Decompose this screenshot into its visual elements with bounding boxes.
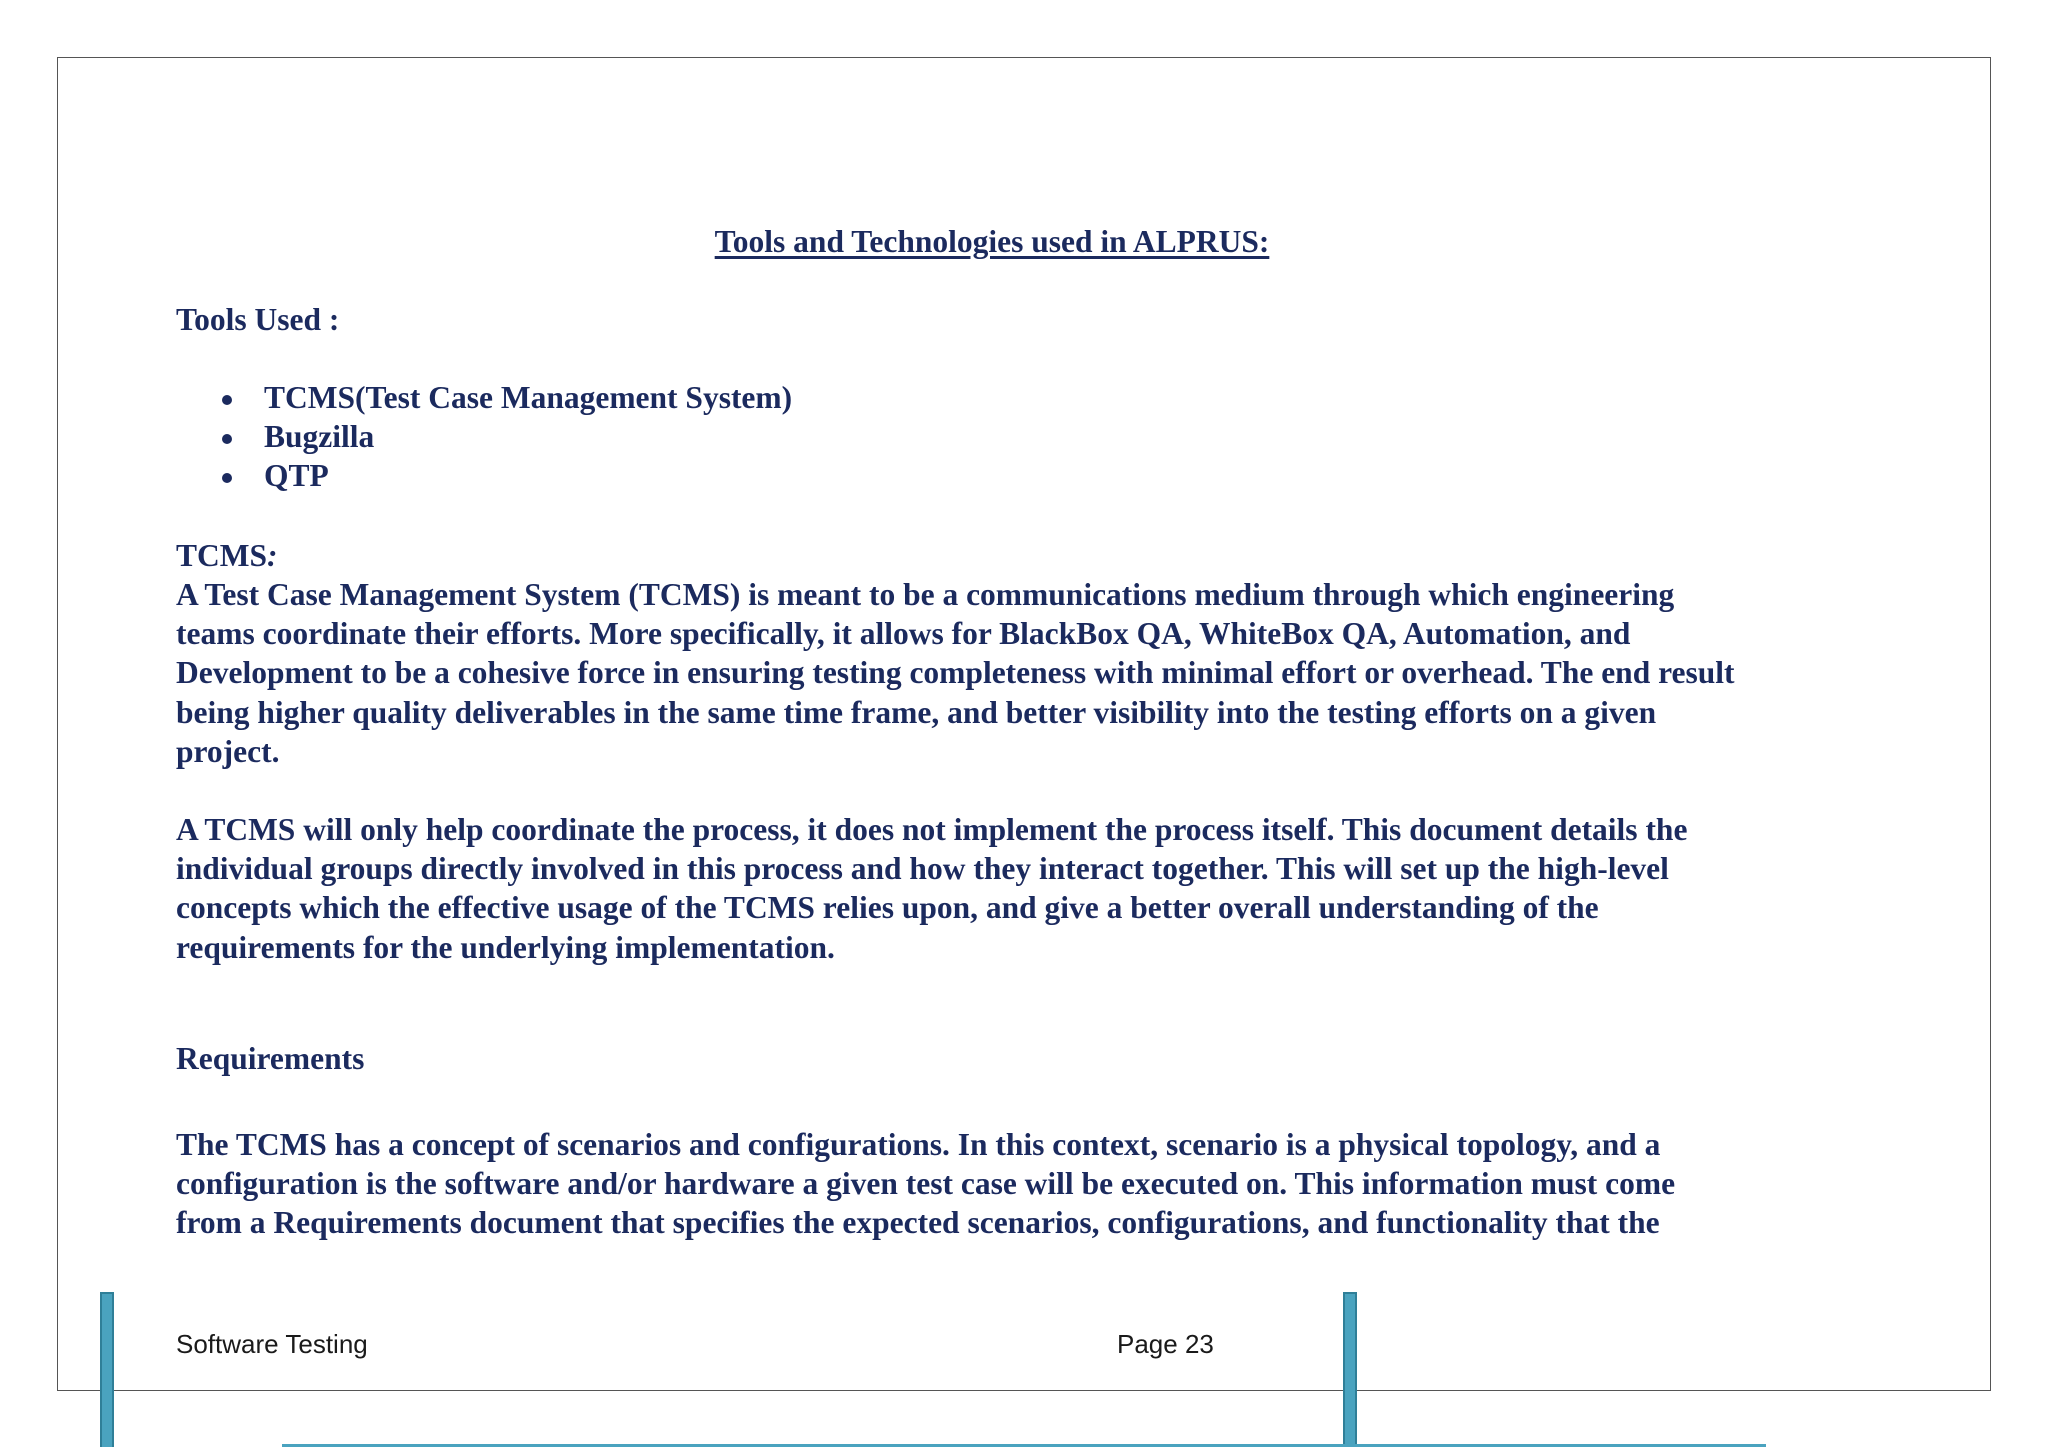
list-item: QTP — [176, 456, 792, 495]
footer-left-accent-bar — [100, 1292, 114, 1447]
tools-heading: Tools Used : — [176, 302, 340, 337]
list-item: TCMS(Test Case Management System) — [176, 378, 792, 417]
requirements-paragraph: The TCMS has a concept of scenarios and configurations. In this context, scenario is a physical topology, and a configuration is the software and/or hardware a given test case will be executed on. This information must come from a Requirements document that specifies the expected scenarios, configurations, and functionality that the — [176, 1127, 1676, 1241]
bullet-icon — [222, 434, 232, 444]
tcms-paragraph: A Test Case Management System (TCMS) is meant to be a communications medium through which engineering teams coordinate their efforts. More specifically, it allows for BlackBox QA, WhiteBox QA, Automation, and Development to be a cohesive force in ensuring testing completeness with minimal effort or overhead. The end result being higher quality deliverables in the same time frame, and better visibility into the testing efforts on a given project. — [176, 577, 1735, 769]
tcms-coordination-paragraph: A TCMS will only help coordinate the process, it does not implement the process itself. This document details the individual groups directly involved in this process and how they interact together. This will set up the high-level concepts which the effective usage of the TCMS relies upon, and give a better overall understanding of the requirements for the underlying implementation. — [176, 812, 1688, 965]
requirements-heading: Requirements — [176, 1041, 365, 1076]
list-item: Bugzilla — [176, 417, 792, 456]
bullet-icon — [222, 395, 232, 405]
page-number: Page 23 — [1117, 1329, 1214, 1359]
footer-title: Software Testing — [176, 1329, 368, 1359]
tools-list — [176, 378, 792, 496]
page-title: Tools and Technologies used in ALPRUS: — [714, 224, 1270, 259]
footer-right-accent-bar — [1343, 1292, 1357, 1447]
bullet-icon — [222, 473, 232, 483]
tcms-heading: TCMS: — [176, 538, 278, 573]
